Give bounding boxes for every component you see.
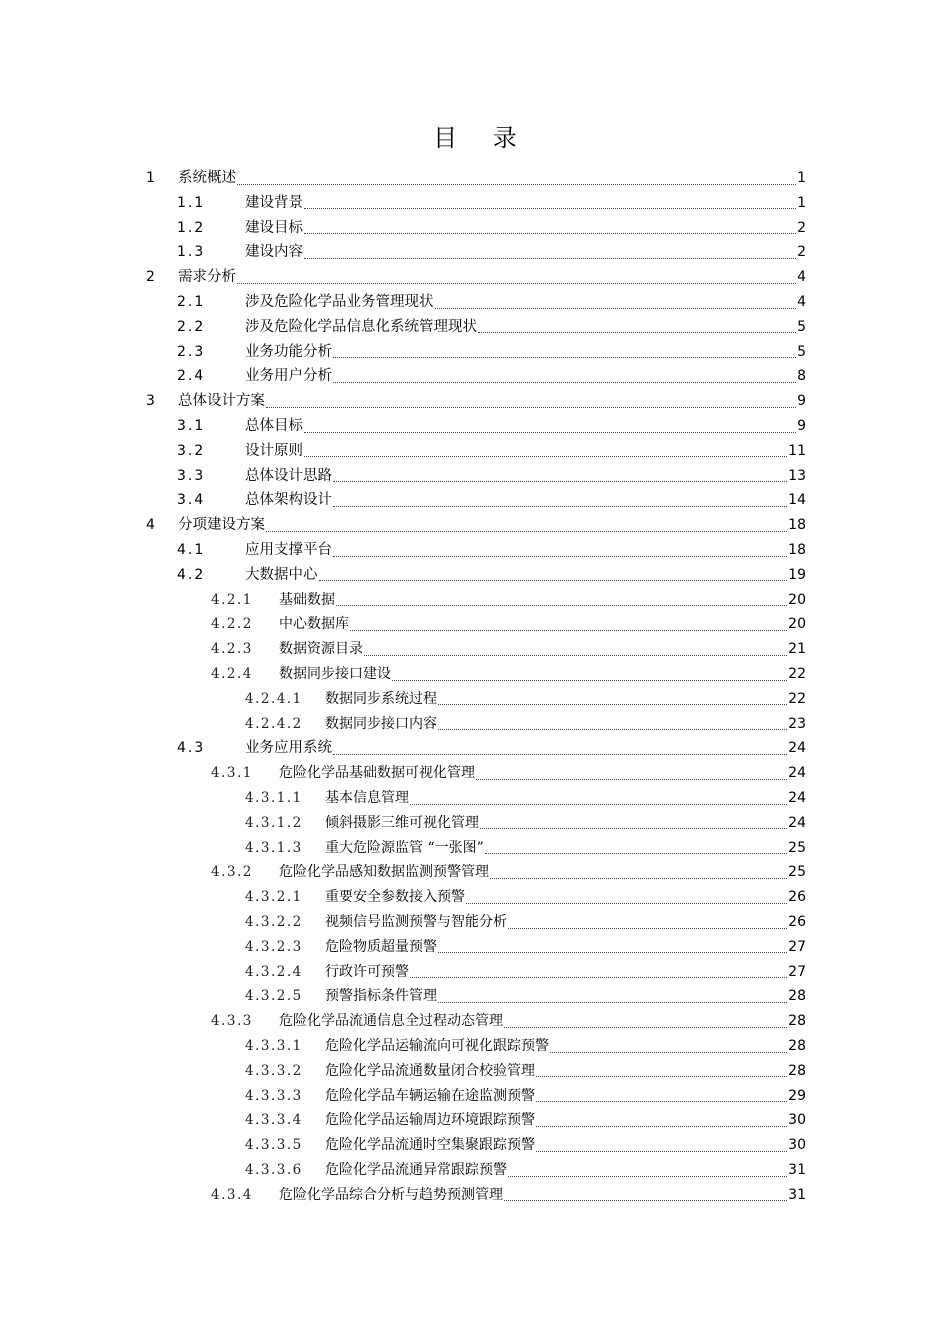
toc-entry-label: 涉及危险化学品业务管理现状 — [245, 294, 434, 310]
toc-entry-label: 危险化学品感知数据监测预警管理 — [279, 864, 489, 881]
toc-entry-number: 4.3.3.4 — [245, 1112, 303, 1129]
toc-entry-body — [178, 265, 806, 289]
toc-entry-number: 4.3.1.1 — [245, 790, 303, 806]
toc-entry-body — [325, 1034, 806, 1058]
toc-entry-label: 建设背景 — [245, 194, 303, 211]
toc-entry[interactable] — [0, 1034, 950, 1058]
toc-entry-page-number: 28 — [788, 1013, 806, 1030]
toc-entry-label: 设计原则 — [245, 442, 303, 459]
toc-entry-number: 4.2.4 — [211, 666, 253, 682]
toc-entry-label: 中心数据库 — [279, 616, 349, 633]
toc-entry[interactable] — [0, 736, 950, 760]
toc-entry[interactable] — [0, 1009, 950, 1033]
toc-entry-page-number: 13 — [788, 467, 806, 484]
toc-entry[interactable] — [0, 1183, 950, 1207]
toc-entry-page-number: 4 — [797, 269, 806, 286]
toc-entry[interactable] — [0, 439, 950, 463]
toc-entry-number: 1 — [146, 170, 155, 186]
toc-entry-body — [245, 290, 806, 314]
toc-entry-number: 4.3.2.3 — [245, 938, 303, 955]
toc-entry-body — [245, 191, 806, 215]
dot-leader — [536, 1076, 787, 1077]
toc-entry-label: 建设内容 — [245, 244, 303, 261]
dot-leader — [333, 506, 787, 507]
dot-leader — [304, 208, 796, 209]
toc-entry-label: 系统概述 — [178, 170, 236, 186]
dot-leader — [350, 630, 787, 631]
toc-entry-label: 重要安全参数接入预警 — [325, 889, 465, 906]
toc-entry-body — [325, 984, 806, 1008]
dot-leader — [304, 456, 787, 457]
dot-leader — [438, 729, 787, 730]
dot-leader — [266, 531, 787, 532]
dot-leader — [237, 283, 796, 284]
toc-entry[interactable] — [0, 414, 950, 438]
toc-entry[interactable] — [0, 389, 950, 413]
toc-entry-page-number: 24 — [788, 740, 806, 757]
toc-entry[interactable] — [0, 1158, 950, 1182]
toc-entry-number: 3.2 — [177, 442, 206, 459]
dot-leader — [336, 605, 787, 606]
toc-entry-page-number: 20 — [788, 616, 806, 633]
toc-entry-page-number: 24 — [788, 814, 806, 831]
toc-entry-number: 4.3.1.3 — [245, 839, 303, 856]
toc-entry-number: 3.4 — [177, 492, 206, 509]
toc-entry-number: 1.1 — [177, 194, 206, 211]
dot-leader — [364, 655, 787, 656]
toc-entry-number: 4.3.2.1 — [245, 889, 303, 906]
toc-entry[interactable] — [0, 588, 950, 612]
toc-entry-page-number: 11 — [788, 442, 806, 459]
dot-leader — [504, 1200, 787, 1201]
toc-entry-number: 4.3.3.6 — [245, 1162, 303, 1178]
toc-entry-label: 总体设计方案 — [178, 393, 265, 410]
toc-entry-number: 3.3 — [177, 467, 206, 484]
toc-entry-number: 4.2.3 — [211, 641, 253, 658]
toc-entry-body — [245, 538, 806, 562]
toc-entry-label: 危险化学品流通数量闭合校验管理 — [325, 1062, 535, 1079]
dot-leader — [490, 878, 787, 879]
toc-entry-page-number: 1 — [797, 194, 806, 211]
toc-entry[interactable] — [0, 761, 950, 785]
toc-entry-label: 总体目标 — [245, 418, 303, 434]
toc-entry-page-number: 9 — [797, 418, 806, 434]
toc-entry[interactable] — [0, 265, 950, 289]
toc-entry-body — [178, 389, 806, 413]
toc-entry[interactable] — [0, 563, 950, 587]
toc-entry-body — [279, 1009, 806, 1033]
toc-entry-number: 4.3.3 — [211, 1013, 253, 1030]
toc-entry[interactable] — [0, 687, 950, 711]
toc-entry-label: 数据同步接口建设 — [279, 666, 391, 682]
toc-entry-body — [325, 687, 806, 711]
toc-entry-number: 4.3.2.4 — [245, 963, 303, 980]
toc-entry-page-number: 28 — [788, 1062, 806, 1079]
toc-title: 目 录 — [433, 124, 531, 152]
toc-entry[interactable] — [0, 464, 950, 488]
toc-entry-body — [279, 761, 806, 785]
toc-entry-page-number: 2 — [797, 219, 806, 236]
toc-entry-page-number: 30 — [788, 1137, 806, 1154]
toc-entry[interactable] — [0, 712, 950, 736]
toc-entry-label: 危险化学品车辆运输在途监测预警 — [325, 1087, 535, 1104]
toc-entry-body — [325, 836, 806, 860]
toc-entry-page-number: 9 — [797, 393, 806, 410]
toc-entry-number: 1.2 — [177, 219, 206, 236]
toc-entry-body — [279, 612, 806, 636]
toc-entry-body — [245, 340, 806, 364]
toc-entry-label: 数据同步系统过程 — [325, 690, 437, 707]
toc-entry-label: 预警指标条件管理 — [325, 988, 437, 1005]
toc-entry-body — [325, 1084, 806, 1108]
toc-entry-label: 业务用户分析 — [245, 368, 332, 385]
toc-entry[interactable] — [0, 290, 950, 314]
toc-entry-label: 危险化学品运输流向可视化跟踪预警 — [325, 1038, 549, 1054]
dot-leader — [392, 680, 787, 681]
toc-entry[interactable] — [0, 538, 950, 562]
toc-entry-number: 4 — [146, 517, 155, 534]
toc-entry-page-number: 18 — [788, 542, 806, 558]
toc-entry-page-number: 22 — [788, 666, 806, 682]
toc-entry-number: 4.2.1 — [211, 591, 253, 608]
toc-entry-number: 4.3.3.5 — [245, 1137, 303, 1154]
toc-entry-number: 4.3.4 — [211, 1186, 253, 1203]
toc-entry-page-number: 27 — [788, 938, 806, 955]
toc-entry-label: 危险化学品运输周边环境跟踪预警 — [325, 1112, 535, 1129]
toc-entry-page-number: 31 — [788, 1186, 806, 1203]
toc-entry-label: 危险物质超量预警 — [325, 938, 437, 955]
toc-entry[interactable] — [0, 488, 950, 512]
toc-entry-number: 3 — [146, 393, 155, 410]
toc-entry-page-number: 4 — [797, 294, 806, 310]
toc-entry-page-number: 28 — [788, 1038, 806, 1054]
toc-entry[interactable] — [0, 836, 950, 860]
dot-leader — [466, 903, 787, 904]
dot-leader — [435, 308, 797, 309]
toc-entry[interactable] — [0, 662, 950, 686]
dot-leader — [333, 382, 796, 383]
toc-entry-body — [325, 935, 806, 959]
toc-entry-number: 4.3.1.2 — [245, 814, 303, 831]
toc-entry[interactable] — [0, 935, 950, 959]
toc-entry-body — [325, 910, 806, 934]
toc-entry-page-number: 26 — [788, 914, 806, 930]
toc-entry-label: 危险化学品基础数据可视化管理 — [279, 765, 475, 782]
toc-entry-page-number: 23 — [788, 715, 806, 732]
dot-leader — [508, 1176, 787, 1177]
toc-entry-body — [279, 662, 806, 686]
toc-entry-number: 4.3.2.2 — [245, 914, 303, 930]
toc-entry-number: 4.2 — [177, 566, 206, 583]
toc-entry-label: 大数据中心 — [245, 566, 318, 583]
toc-entry-page-number: 25 — [788, 839, 806, 856]
toc-entry-number: 4.3.1 — [211, 765, 253, 782]
toc-entry-label: 基本信息管理 — [325, 790, 409, 806]
toc-entry-number: 4.1 — [177, 542, 206, 558]
toc-entry-page-number: 25 — [788, 864, 806, 881]
toc-entry-label: 行政许可预警 — [325, 963, 409, 980]
dot-leader — [438, 1002, 787, 1003]
toc-entry-page-number: 1 — [797, 170, 806, 186]
toc-entry-body — [245, 216, 806, 240]
toc-entry-page-number: 22 — [788, 690, 806, 707]
toc-entry[interactable] — [0, 984, 950, 1008]
toc-entry-number: 4.2.2 — [211, 616, 253, 633]
dot-leader — [304, 233, 796, 234]
toc-entry-page-number: 31 — [788, 1162, 806, 1178]
dot-leader — [304, 432, 796, 433]
toc-entry-label: 总体架构设计 — [245, 492, 332, 509]
toc-entry-body — [245, 563, 806, 587]
dot-leader — [304, 258, 796, 259]
toc-entry-number: 2.2 — [177, 318, 206, 335]
toc-entry[interactable] — [0, 612, 950, 636]
toc-entry-label: 应用支撑平台 — [245, 542, 332, 558]
toc-entry-page-number: 18 — [788, 517, 806, 534]
dot-leader — [536, 1101, 787, 1102]
toc-entry-page-number: 24 — [788, 790, 806, 806]
toc-entry[interactable] — [0, 860, 950, 884]
toc-entry-body — [245, 240, 806, 264]
toc-entry-body — [325, 712, 806, 736]
toc-entry-body — [325, 786, 806, 810]
toc-entry-number: 3.1 — [177, 418, 206, 434]
toc-entry-number: 4.3.3.1 — [245, 1038, 303, 1054]
toc-entry-label: 危险化学品流通异常跟踪预警 — [325, 1162, 507, 1178]
toc-entry-label: 重大危险源监管 “一张图” — [325, 839, 484, 856]
toc-entry-label: 需求分析 — [178, 269, 236, 286]
dot-leader — [237, 184, 796, 185]
dot-leader — [536, 1126, 787, 1127]
dot-leader — [550, 1052, 787, 1053]
toc-entry[interactable] — [0, 191, 950, 215]
toc-entry-body — [325, 1158, 806, 1182]
toc-entry-page-number: 24 — [788, 765, 806, 782]
toc-entry-body — [325, 811, 806, 835]
dot-leader — [478, 332, 796, 333]
toc-entry-body — [245, 464, 806, 488]
toc-entry[interactable] — [0, 1084, 950, 1108]
dot-leader — [508, 928, 787, 929]
toc-entry-number: 2.1 — [177, 294, 206, 310]
dot-leader — [266, 407, 796, 408]
toc-entry[interactable] — [0, 240, 950, 264]
dot-leader — [319, 580, 788, 581]
toc-entry[interactable] — [0, 1108, 950, 1132]
dot-leader — [480, 828, 787, 829]
toc-entry[interactable] — [0, 166, 950, 190]
toc-entry-label: 建设目标 — [245, 219, 303, 236]
dot-leader — [410, 804, 787, 805]
toc-entry-number: 4.3.3.3 — [245, 1087, 303, 1104]
toc-entry-body — [279, 860, 806, 884]
toc-entry[interactable] — [0, 885, 950, 909]
toc-entry-label: 业务功能分析 — [245, 343, 332, 360]
dot-leader — [410, 977, 787, 978]
toc-entry-page-number: 28 — [788, 988, 806, 1005]
toc-entry[interactable] — [0, 637, 950, 661]
toc-entry-label: 总体设计思路 — [245, 467, 332, 484]
dot-leader — [536, 1151, 787, 1152]
toc-entry-body — [325, 1059, 806, 1083]
toc-entry-body — [325, 1133, 806, 1157]
toc-entry-body — [178, 513, 806, 537]
toc-entry-number: 2 — [146, 269, 155, 286]
toc-entry-label: 基础数据 — [279, 591, 335, 608]
toc-entry[interactable] — [0, 910, 950, 934]
toc-entry-number: 4.2.4.2 — [245, 715, 303, 732]
dot-leader — [333, 754, 787, 755]
toc-entry-body — [279, 588, 806, 612]
toc-entry-body — [279, 1183, 806, 1207]
dot-leader — [333, 556, 787, 557]
toc-entry-page-number: 21 — [788, 641, 806, 658]
toc-entry-number: 4.3.2.5 — [245, 988, 303, 1005]
toc-entry-body — [245, 439, 806, 463]
toc-entry-label: 视频信号监测预警与智能分析 — [325, 914, 507, 930]
toc-entry-page-number: 26 — [788, 889, 806, 906]
dot-leader — [438, 952, 787, 953]
toc-entry-body — [279, 637, 806, 661]
toc-entry-page-number: 19 — [788, 566, 806, 583]
dot-leader — [333, 357, 796, 358]
toc-entry-number: 2.4 — [177, 368, 206, 385]
toc-entry-label: 分项建设方案 — [178, 517, 265, 534]
dot-leader — [504, 1027, 787, 1028]
toc-entry-page-number: 27 — [788, 963, 806, 980]
toc-entry-body — [325, 1108, 806, 1132]
toc-entry-page-number: 29 — [788, 1087, 806, 1104]
toc-entry-label: 倾斜摄影三维可视化管理 — [325, 814, 479, 831]
toc-entry-label: 业务应用系统 — [245, 740, 332, 757]
dot-leader — [476, 779, 787, 780]
toc-entry[interactable] — [0, 1059, 950, 1083]
toc-entry-label: 涉及危险化学品信息化系统管理现状 — [245, 318, 477, 335]
toc-entry-label: 危险化学品综合分析与趋势预测管理 — [279, 1186, 503, 1203]
dot-leader — [485, 853, 787, 854]
toc-entry-page-number: 2 — [797, 244, 806, 261]
toc-entry-page-number: 30 — [788, 1112, 806, 1129]
toc-entry-body — [178, 166, 806, 190]
toc-entry-label: 数据同步接口内容 — [325, 715, 437, 732]
toc-entry-body — [325, 885, 806, 909]
toc-entry-body — [245, 736, 806, 760]
toc-entry-page-number: 5 — [797, 318, 806, 335]
toc-entry[interactable] — [0, 364, 950, 388]
dot-leader — [333, 481, 787, 482]
toc-entry-body — [325, 960, 806, 984]
toc-entry-page-number: 20 — [788, 591, 806, 608]
toc-entry[interactable] — [0, 216, 950, 240]
toc-entry-number: 4.3.3.2 — [245, 1062, 303, 1079]
toc-entry-page-number: 5 — [797, 343, 806, 360]
dot-leader — [438, 704, 787, 705]
toc-entry-number: 2.3 — [177, 343, 206, 360]
toc-entry-label: 危险化学品流通时空集聚跟踪预警 — [325, 1137, 535, 1154]
toc-entry[interactable] — [0, 960, 950, 984]
toc-entry[interactable] — [0, 513, 950, 537]
toc-entry-label: 数据资源目录 — [279, 641, 363, 658]
toc-entry-page-number: 8 — [797, 368, 806, 385]
toc-entry-body — [245, 364, 806, 388]
toc-entry-body — [245, 414, 806, 438]
toc-entry-page-number: 14 — [788, 492, 806, 509]
toc-entry-number: 4.3 — [177, 740, 206, 757]
toc-entry-label: 危险化学品流通信息全过程动态管理 — [279, 1013, 503, 1030]
toc-entry[interactable] — [0, 315, 950, 339]
toc-entry[interactable] — [0, 340, 950, 364]
toc-entry-number: 4.2.4.1 — [245, 690, 303, 707]
toc-entry-number: 1.3 — [177, 244, 206, 261]
toc-entry[interactable] — [0, 786, 950, 810]
toc-entry[interactable] — [0, 1133, 950, 1157]
toc-entry[interactable] — [0, 811, 950, 835]
toc-entry-body — [245, 488, 806, 512]
toc-entry-body — [245, 315, 806, 339]
toc-entry-number: 4.3.2 — [211, 864, 253, 881]
